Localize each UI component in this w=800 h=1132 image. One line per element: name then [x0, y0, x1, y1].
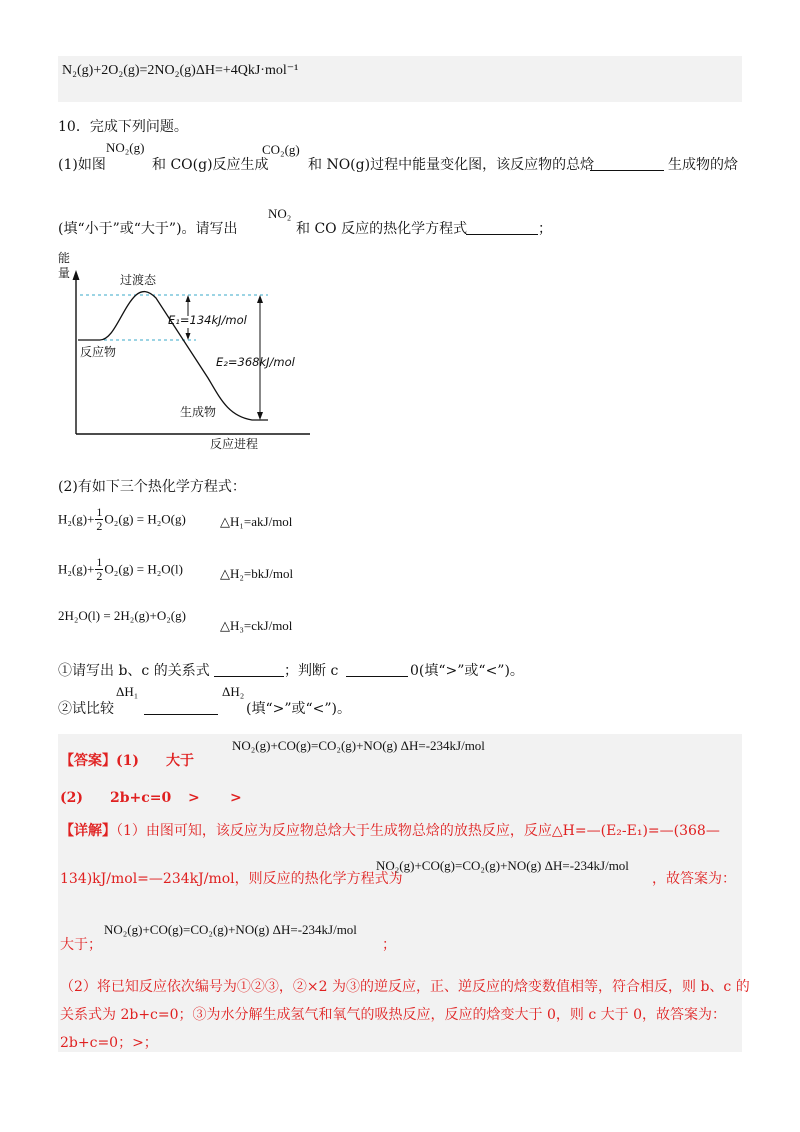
- part2-q2-dh2: ΔH₂: [222, 684, 245, 699]
- explanation-line-2a: 134)kJ/mol=—234kJ/mol，则反应的热化学方程式为: [60, 871, 403, 887]
- answer-2-value-1: 2b+c=0: [110, 790, 172, 806]
- part2-intro: (2)有如下三个热化学方程式：: [58, 479, 246, 495]
- eq2-frac-num: 1: [96, 555, 103, 569]
- eq1-frac-num: 1: [96, 505, 103, 519]
- part1-reactant-no2: NO₂(g): [106, 140, 145, 155]
- part1-blank-2[interactable]: [466, 222, 538, 235]
- part1-line2-mid: 和 CO 反应的热化学方程式: [296, 221, 468, 237]
- part1-mid2: 和 NO(g)过程中能量变化图，该反应物的总焓: [308, 157, 595, 173]
- part2-eq2-dh: △H₂=bkJ/mol: [220, 566, 294, 581]
- e1-label: E₁=134kJ/mol: [168, 313, 247, 327]
- part1-line2-no2: NO₂: [268, 206, 292, 221]
- eq1-left: H₂(g)+: [58, 511, 95, 527]
- answer-2-value-3: >: [230, 790, 242, 806]
- product-label: 生成物: [180, 405, 217, 419]
- explanation-line-4: （2）将已知反应依次编号为①②③，②×2 为③的逆反应，正、逆反应的焓变数值相等，符合相反，则 b、c 的: [60, 979, 750, 995]
- part2-q2-dh1: ΔH₁: [116, 684, 139, 699]
- eq2-fraction: [95, 556, 103, 583]
- explanation-tag: 【详解】: [60, 823, 116, 839]
- part2-q2-end: (填“>”或“<”)。: [246, 701, 352, 717]
- part2-eq1: [58, 506, 186, 533]
- e1-arrow-down-head: [186, 333, 191, 340]
- explanation-line-6: 2b+c=0；>；: [60, 1035, 158, 1051]
- part1-suffix: 生成物的焓: [668, 157, 738, 173]
- answer-2-number: (2): [60, 790, 83, 806]
- part1-prefix: (1)如图: [58, 157, 106, 173]
- energy-diagram: [56, 248, 316, 454]
- part2-q1-blank-2[interactable]: [346, 664, 408, 677]
- y-axis-arrow: [73, 270, 80, 280]
- explanation-line-3-equation: NO₂(g)+CO(g)=CO₂(g)+NO(g) ΔH=-234kJ/mol: [104, 922, 357, 937]
- part2-eq2: [58, 556, 183, 583]
- y-axis-label-1: 能: [58, 251, 71, 265]
- explanation-line-3b: ；: [382, 937, 396, 953]
- e2-arrow-up-head: [257, 295, 263, 303]
- y-axis-label-2: 量: [58, 266, 71, 280]
- eq1-frac-den: 2: [96, 519, 103, 533]
- part2-q1-end: 0(填“>”或“<”)。: [410, 663, 524, 679]
- explanation-line-2b: ，故答案为：: [652, 871, 736, 887]
- e2-label: E₂=368kJ/mol: [216, 355, 295, 369]
- part2-eq3: 2H₂O(l) = 2H₂(g)+O₂(g): [58, 608, 186, 623]
- answer-1-value: 大于: [166, 753, 194, 769]
- x-axis-label: 反应进程: [210, 437, 259, 451]
- explanation-line-3a: 大于；: [60, 937, 102, 953]
- part1-line2-prefix: (填“小于”或“大于”)。请写出: [58, 221, 238, 237]
- part1-product-co2: CO₂(g): [262, 142, 300, 157]
- eq2-left: H₂(g)+: [58, 561, 95, 577]
- eq1-fraction: [95, 506, 103, 533]
- part2-q1-prefix: ①请写出 b、c 的关系式: [58, 663, 210, 679]
- eq2-frac-den: 2: [96, 569, 103, 583]
- question-number: 10．完成下列问题。: [58, 119, 188, 135]
- part2-q1-mid: ；判断 c: [284, 663, 339, 679]
- e1-arrow-up-head: [186, 295, 191, 302]
- part2-eq1-dh: △H₁=akJ/mol: [220, 514, 293, 529]
- answer-tag-text: 【答案】: [60, 753, 116, 769]
- eq2-right: O₂(g) = H₂O(l): [104, 561, 183, 577]
- eq1-right: O₂(g) = H₂O(g): [104, 511, 186, 527]
- top-equation: N₂(g)+2O₂(g)=2NO₂(g)ΔH=+4QkJ·mol⁻¹: [62, 63, 299, 78]
- part1-blank-1[interactable]: [590, 158, 664, 171]
- answer-1-equation: NO₂(g)+CO(g)=CO₂(g)+NO(g) ΔH=-234kJ/mol: [232, 738, 485, 753]
- part2-eq3-dh: △H₃=ckJ/mol: [220, 618, 293, 633]
- reactant-label: 反应物: [80, 345, 117, 359]
- e2-arrow-down-head: [257, 412, 263, 420]
- answer-tag: [60, 750, 139, 770]
- answer-1-number: (1): [116, 753, 139, 769]
- part2-q1-blank-1[interactable]: [214, 664, 284, 677]
- explanation-line-2-equation: NO₂(g)+CO(g)=CO₂(g)+NO(g) ΔH=-234kJ/mol: [376, 858, 629, 873]
- answer-2-value-2: >: [188, 790, 200, 806]
- part1-mid1: 和 CO(g)反应生成: [152, 157, 269, 173]
- part1-line2-end: ；: [538, 221, 552, 237]
- part2-q2-blank[interactable]: [144, 702, 218, 715]
- explanation-line-5: 关系式为 2b+c=0；③为水分解生成氢气和氧气的吸热反应，反应的焓变大于 0，则 c 大于 0，故答案为：: [60, 1007, 726, 1023]
- part2-q2-prefix: ②试比较: [58, 701, 114, 717]
- transition-state-label: 过渡态: [120, 273, 157, 287]
- explanation-l1-text: （1）由图可知，该反应为反应物总焓大于生成物总焓的放热反应，反应△H=—(E₂-E₁)=—(368—: [116, 823, 720, 839]
- explanation-line-1: [60, 820, 720, 840]
